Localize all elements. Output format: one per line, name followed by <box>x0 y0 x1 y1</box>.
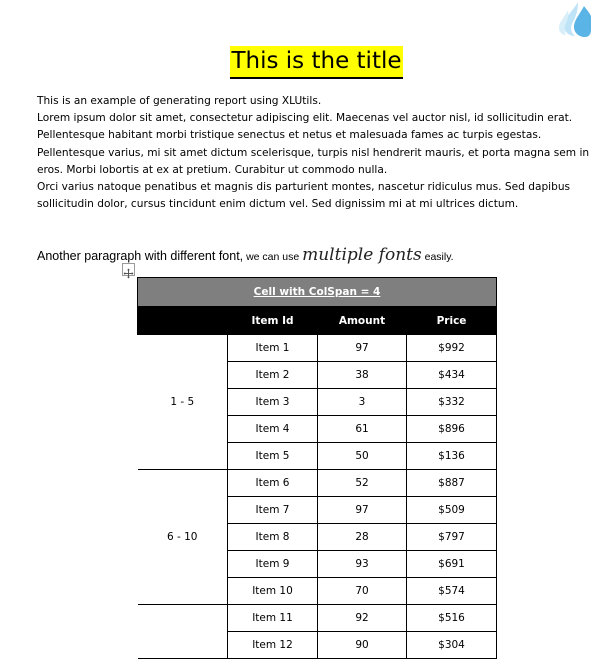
paragraph-text-part1: Another paragraph with different font, <box>37 249 244 263</box>
group-range-cell: 1 - 5 <box>138 335 228 470</box>
amount-cell: 93 <box>318 551 407 578</box>
document-title: This is the title <box>230 46 402 79</box>
intro-line: Lorem ipsum dolor sit amet, consectetur adipiscing elit. Maecenas vel auctor nisl, id sollicitudin erat. <box>37 112 573 125</box>
amount-cell: 97 <box>318 335 407 362</box>
price-cell: $992 <box>407 335 497 362</box>
table-move-handle-icon[interactable] <box>122 263 135 276</box>
price-cell: $509 <box>407 497 497 524</box>
amount-cell: 52 <box>318 470 407 497</box>
table-row <box>138 335 497 362</box>
intro-line: Pellentesque habitant morbi tristique senectus et netus et malesuada fames ac turpis egestas. <box>37 129 542 142</box>
price-cell: $691 <box>407 551 497 578</box>
item-id-cell: Item 10 <box>228 578 318 605</box>
item-id-cell: Item 1 <box>228 335 318 362</box>
amount-cell: 70 <box>318 578 407 605</box>
amount-cell: 3 <box>318 389 407 416</box>
paragraph-text-script: multiple fonts <box>302 245 422 265</box>
group-range-cell: 6 - 10 <box>138 470 228 605</box>
column-header-amount: Amount <box>318 307 407 335</box>
column-header-item-id: Item Id <box>228 307 318 335</box>
intro-paragraph <box>37 93 590 213</box>
table-row <box>138 605 497 632</box>
price-cell: $797 <box>407 524 497 551</box>
intro-line: sollicitudin dolor, cursus tincidunt enim dictum vel. Sed dignissim mi at mi ultrices dictum. <box>37 198 519 211</box>
amount-cell: 90 <box>318 632 407 659</box>
price-cell: $304 <box>407 632 497 659</box>
intro-line: Orci varius natoque penatibus et magnis dis parturient montes, nascetur ridiculus mus. Sed dapibus <box>37 181 571 194</box>
intro-line: eros. Morbi lobortis at ex at pretium. Curabitur ut commodo nulla. <box>37 163 388 176</box>
item-id-cell: Item 6 <box>228 470 318 497</box>
column-header-group <box>138 307 228 335</box>
item-id-cell: Item 9 <box>228 551 318 578</box>
multi-font-paragraph <box>37 245 454 265</box>
amount-cell: 97 <box>318 497 407 524</box>
price-cell: $516 <box>407 605 497 632</box>
intro-line: This is an example of generating report using XLUtils. <box>37 95 322 107</box>
price-cell: $887 <box>407 470 497 497</box>
price-cell: $136 <box>407 443 497 470</box>
intro-line: Pellentesque varius, mi sit amet dictum scelerisque, turpis nisl hendrerit mauris, et porta magna sem in <box>37 146 590 159</box>
item-id-cell: Item 12 <box>228 632 318 659</box>
amount-cell: 61 <box>318 416 407 443</box>
item-id-cell: Item 5 <box>228 443 318 470</box>
item-id-cell: Item 2 <box>228 362 318 389</box>
item-id-cell: Item 3 <box>228 389 318 416</box>
price-cell: $574 <box>407 578 497 605</box>
amount-cell: 50 <box>318 443 407 470</box>
item-id-cell: Item 11 <box>228 605 318 632</box>
amount-cell: 28 <box>318 524 407 551</box>
paragraph-text-part2: we can use <box>243 251 303 263</box>
column-header-price: Price <box>407 307 497 335</box>
price-cell: $896 <box>407 416 497 443</box>
group-range-cell <box>138 605 228 659</box>
amount-cell: 38 <box>318 362 407 389</box>
colspan-header-row <box>138 278 497 307</box>
water-drop-logo-icon <box>556 0 591 40</box>
item-id-cell: Item 8 <box>228 524 318 551</box>
price-cell: $434 <box>407 362 497 389</box>
paragraph-text-part4: easily. <box>421 251 454 263</box>
table-row <box>138 470 497 497</box>
item-id-cell: Item 7 <box>228 497 318 524</box>
price-cell: $332 <box>407 389 497 416</box>
item-id-cell: Item 4 <box>228 416 318 443</box>
amount-cell: 92 <box>318 605 407 632</box>
title-container <box>0 46 591 79</box>
colspan-header-cell: Cell with ColSpan = 4 <box>138 278 497 307</box>
column-header-row <box>138 307 497 335</box>
report-table <box>137 277 497 659</box>
